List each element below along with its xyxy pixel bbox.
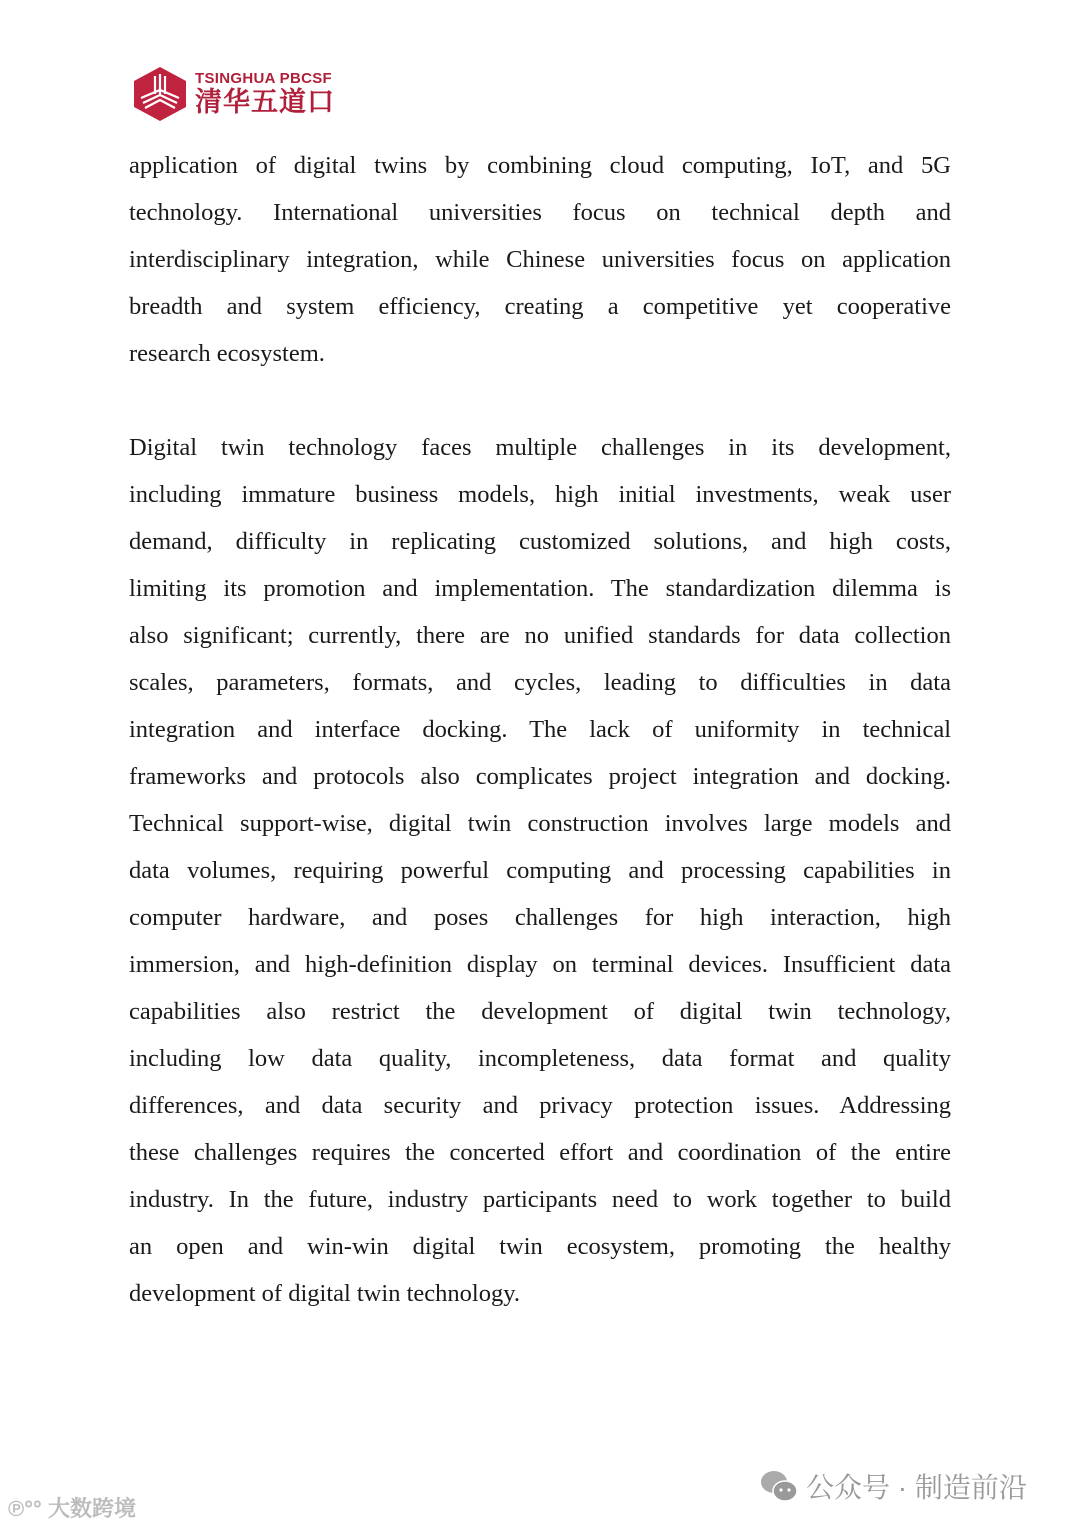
watermark-right-text: 公众号 · 制造前沿 [806, 1472, 1027, 1503]
text-line: demand, difficulty in replicating customized solutions, and high costs, [129, 528, 951, 555]
watermark-logo-icon: ℗°° [8, 1496, 42, 1521]
text-line: also significant; currently, there are no unified standards for data collection [129, 622, 951, 649]
text-line: industry. In the future, industry participants need to work together to build [129, 1186, 951, 1213]
watermark-left-text: 大数跨境 [47, 1496, 136, 1521]
text-line: including immature business models, high initial investments, weak user [129, 481, 951, 508]
text-line: development of digital twin technology. [129, 1280, 521, 1307]
text-line: frameworks and protocols also complicates project integration and docking. [129, 763, 951, 790]
paragraph-1 [129, 142, 951, 377]
text-line: computer hardware, and poses challenges for high interaction, high [129, 904, 951, 931]
text-line: scales, parameters, formats, and cycles, leading to difficulties in data [129, 669, 951, 696]
text-line: including low data quality, incompleteness, data format and quality [129, 1045, 951, 1072]
text-line: interdisciplinary integration, while Chinese universities focus on application [129, 246, 951, 273]
text-line: research ecosystem. [129, 340, 325, 367]
text-line: integration and interface docking. The lack of uniformity in technical [129, 716, 951, 743]
text-line: breadth and system efficiency, creating a competitive yet cooperative [129, 293, 951, 320]
text-line: capabilities also restrict the development of digital twin technology, [129, 998, 951, 1025]
paragraph-2 [129, 424, 951, 1317]
tsinghua-pbcsf-logo [133, 66, 335, 122]
text-line: these challenges requires the concerted effort and coordination of the entire [129, 1139, 951, 1166]
logo-text-en: TSINGHUA PBCSF [195, 70, 332, 87]
wechat-icon [760, 1469, 798, 1503]
text-line: an open and win-win digital twin ecosystem, promoting the healthy [129, 1233, 951, 1260]
text-line: differences, and data security and privacy protection issues. Addressing [129, 1092, 951, 1119]
text-line: Technical support-wise, digital twin construction involves large models and [129, 810, 951, 837]
watermark-wechat [760, 1466, 1027, 1506]
text-line: technology. International universities focus on technical depth and [129, 199, 951, 226]
logo-emblem-icon [133, 66, 187, 122]
text-line: data volumes, requiring powerful computing and processing capabilities in [129, 857, 951, 884]
text-line: limiting its promotion and implementation. The standardization dilemma is [129, 575, 951, 602]
text-line: application of digital twins by combining cloud computing, IoT, and 5G [129, 152, 951, 179]
logo-text-cn: 清华五道口 [195, 87, 335, 117]
watermark-dashujujing [8, 1492, 136, 1523]
text-line: Digital twin technology faces multiple challenges in its development, [129, 434, 951, 461]
text-line: immersion, and high-definition display on terminal devices. Insufficient data [129, 951, 951, 978]
